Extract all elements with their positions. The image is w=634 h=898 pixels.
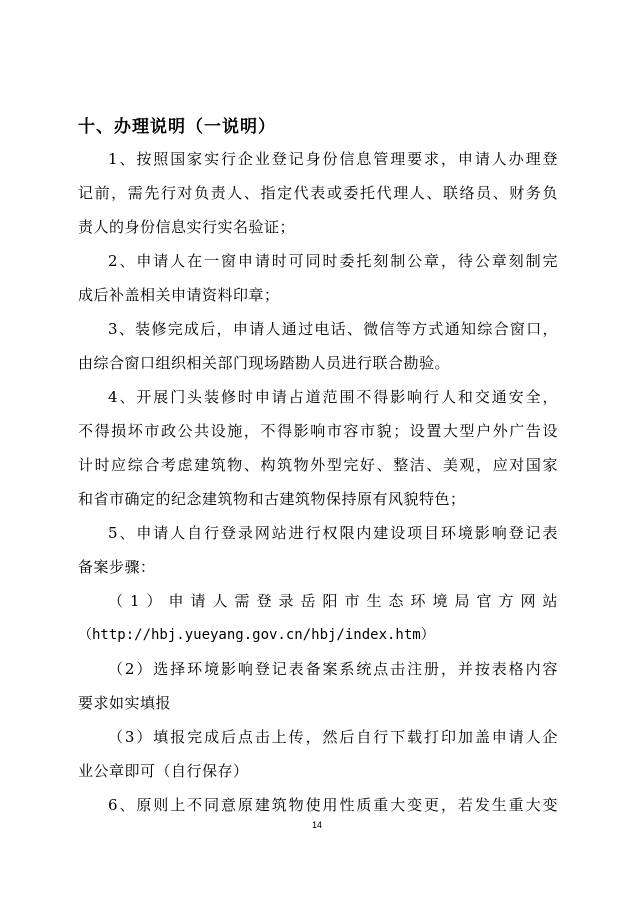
paragraph-4-line-3: 计时应综合考虑建筑物、构筑物外型完好、整洁、美观，应对国家 (78, 456, 558, 474)
page-number: 14 (311, 820, 322, 830)
paragraph-3-line-2: 由综合窗口组织相关部门现场踏勘人员进行联合勘验。 (78, 354, 451, 372)
paragraph-5-line-2: 备案步骤： (78, 558, 156, 576)
step-3-line-2: 业公章即可（自行保存） (78, 762, 249, 780)
paragraph-1-line-1: 1、按照国家实行企业登记身份信息管理要求，申请人办理登 (108, 150, 558, 168)
section-heading: 十、办理说明（一说明） (78, 117, 276, 137)
paragraph-4-line-2: 不得损坏市政公共设施，不得影响市容市貌；设置大型户外广告设 (78, 422, 558, 440)
paragraph-2-line-1: 2、申请人在一窗申请时可同时委托刻制公章，待公章刻制完 (108, 252, 558, 270)
step-2-line-1: （2）选择环境影响登记表备案系统点击注册，并按表格内容 (108, 660, 558, 678)
paragraph-6-line-1: 6、原则上不同意原建筑物使用性质重大变更，若发生重大变 (108, 796, 558, 814)
paragraph-4-line-4: 和省市确定的纪念建筑物和古建筑物保持原有风貌特色； (78, 490, 466, 508)
paragraph-1-line-2: 记前，需先行对负责人、指定代表或委托代理人、联络员、财务负 (78, 184, 558, 202)
paragraph-3-line-1: 3、装修完成后，申请人通过电话、微信等方式通知综合窗口， (108, 320, 558, 338)
paragraph-4-line-1: 4、开展门头装修时申请占道范围不得影响行人和交通安全， (108, 388, 558, 406)
paragraph-2-line-2: 成后补盖相关申请资料印章； (78, 286, 280, 304)
step-2-line-2: 要求如实填报 (78, 694, 172, 712)
step-1-line-1: （1）申请人需登录岳阳市生态环境局官方网站 (108, 592, 558, 610)
step-1-url: （http://hbj.yueyang.gov.cn/hbj/index.htm） (78, 627, 435, 643)
step-3-line-1: （3）填报完成后点击上传，然后自行下载打印加盖申请人企 (108, 728, 558, 746)
paragraph-1-line-3: 责人的身份信息实行实名验证； (78, 218, 296, 236)
paragraph-5-line-1: 5、申请人自行登录网站进行权限内建设项目环境影响登记表 (108, 524, 558, 542)
